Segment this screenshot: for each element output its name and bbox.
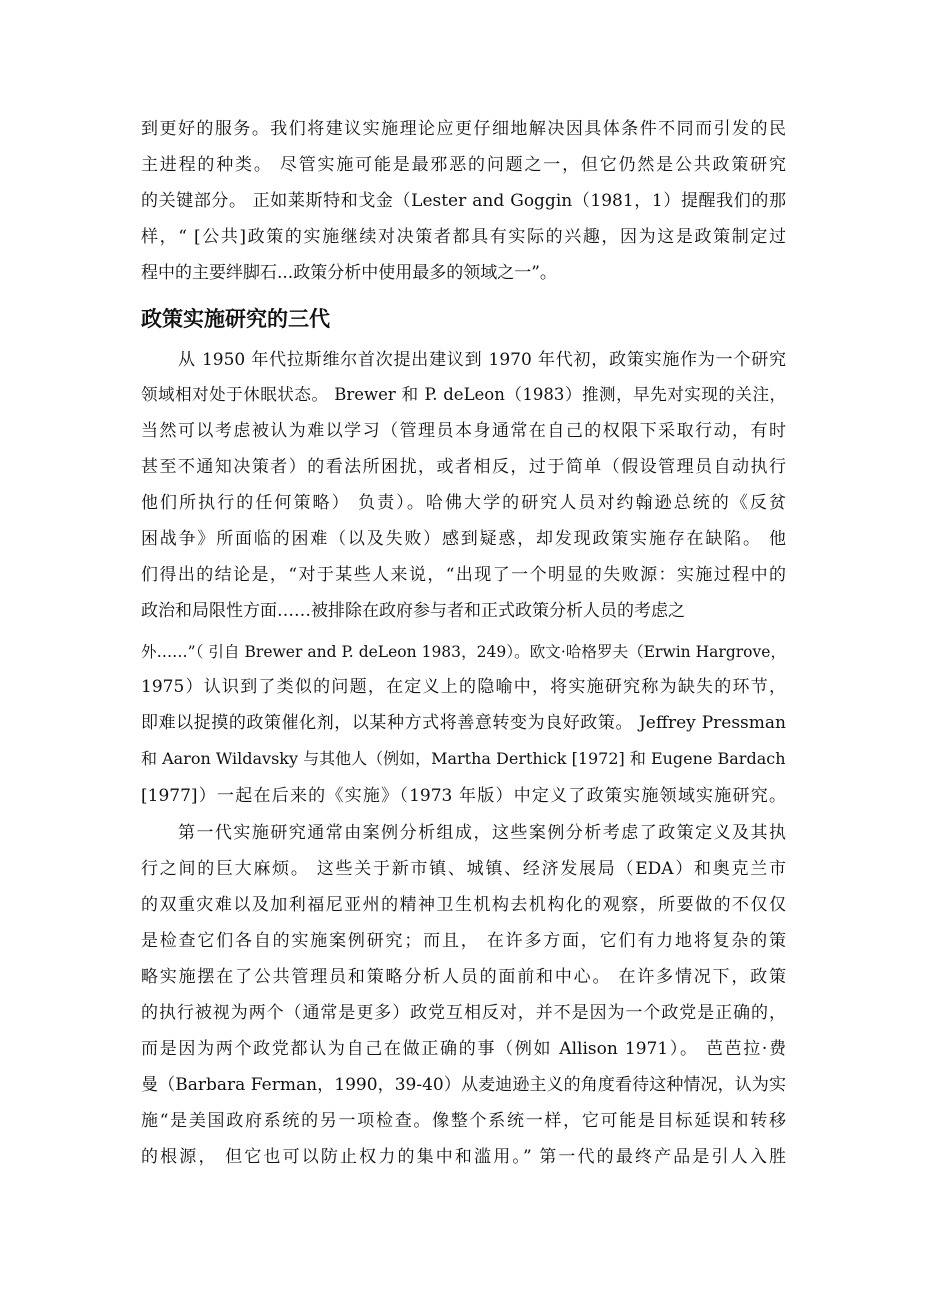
section-heading: 政策实施研究的三代 xyxy=(141,307,330,331)
text-line: 1975）认识到了类似的问题，在定义上的隐喻中，将实施研究称为缺失的环节， xyxy=(141,677,786,697)
text-line: 的根源， 但它也可以防止权力的集中和滥用。” 第一代的最终产品是引人入胜 xyxy=(141,1147,786,1167)
text-line: 他们所执行的任何策略） 负责）。哈佛大学的研究人员对约翰逊总统的《反贫 xyxy=(141,493,786,513)
text-line: 到更好的服务。我们将建议实施理论应更仔细地解决因具体条件不同而引发的民 xyxy=(141,119,786,139)
text-line: 们得出的结论是，“对于某些人来说，“出现了一个明显的失败源：实施过程中的 xyxy=(141,565,786,585)
text-line: 的关键部分。 正如莱斯特和戈金（Lester and Goggin（1981，1）提醒我们的那 xyxy=(141,191,786,211)
text-line: 的双重灾难以及加利福尼亚州的精神卫生机构去机构化的观察，所要做的不仅仅 xyxy=(141,895,786,915)
text-line: 即难以捉摸的政策催化剂，以某种方式将善意转变为良好政策。 Jeffrey Pressman xyxy=(141,713,786,733)
text-line: 政治和局限性方面……被排除在政府参与者和正式政策分析人员的考虑之 xyxy=(141,601,685,621)
text-line: 外……”（ 引自 Brewer and P. deLeon 1983，249）。欧文·哈格罗夫（Erwin Hargrove， xyxy=(141,643,786,661)
text-line: 当然可以考虑被认为难以学习（管理员本身通常在自己的权限下采取行动，有时 xyxy=(141,421,786,441)
text-line: 程中的主要绊脚石...政策分析中使用最多的领域之一”。 xyxy=(141,263,557,283)
text-line: 困战争》所面临的困难（以及失败）感到疑惑，却发现政策实施存在缺陷。 他 xyxy=(141,529,786,549)
text-line: 行之间的巨大麻烦。 这些关于新市镇、城镇、经济发展局（EDA）和奥克兰市 xyxy=(141,859,786,879)
text-line: 而是因为两个政党都认为自己在做正确的事（例如 Allison 1971）。 芭芭拉·费 xyxy=(141,1039,786,1059)
text-line: 样，“ [公共]政策的实施继续对决策者都具有实际的兴趣，因为这是政策制定过 xyxy=(141,227,786,247)
text-line: 从 1950 年代拉斯维尔首次提出建议到 1970 年代初，政策实施作为一个研究 xyxy=(178,350,786,370)
text-line: [1977]）一起在后来的《实施》（1973 年版）中定义了政策实施领域实施研究。 xyxy=(141,786,786,806)
text-line: 和 Aaron Wildavsky 与其他人（例如，Martha Derthick [1972] 和 Eugene Bardach xyxy=(141,749,786,768)
text-line: 领域相对处于休眠状态。 Brewer 和 P. deLeon（1983）推测，早先对实现的关注， xyxy=(141,385,786,404)
text-line: 主进程的种类。 尽管实施可能是最邪恶的问题之一，但它仍然是公共政策研究 xyxy=(141,155,786,175)
text-line: 略实施摆在了公共管理员和策略分析人员的面前和中心。 在许多情况下，政策 xyxy=(141,967,786,987)
text-line: 施“是美国政府系统的另一项检查。像整个系统一样，它可能是目标延误和转移 xyxy=(141,1111,786,1131)
text-line: 第一代实施研究通常由案例分析组成，这些案例分析考虑了政策定义及其执 xyxy=(178,823,786,843)
text-line: 是检查它们各自的实施案例研究；而且， 在许多方面，它们有力地将复杂的策 xyxy=(141,931,786,951)
text-line: 的执行被视为两个（通常是更多）政党互相反对，并不是因为一个政党是正确的， xyxy=(141,1003,786,1023)
text-line: 曼（Barbara Ferman，1990，39-40）从麦迪逊主义的角度看待这种情况，认为实 xyxy=(141,1075,786,1095)
text-line: 甚至不通知决策者）的看法所困扰，或者相反，过于简单（假设管理员自动执行 xyxy=(141,457,786,477)
